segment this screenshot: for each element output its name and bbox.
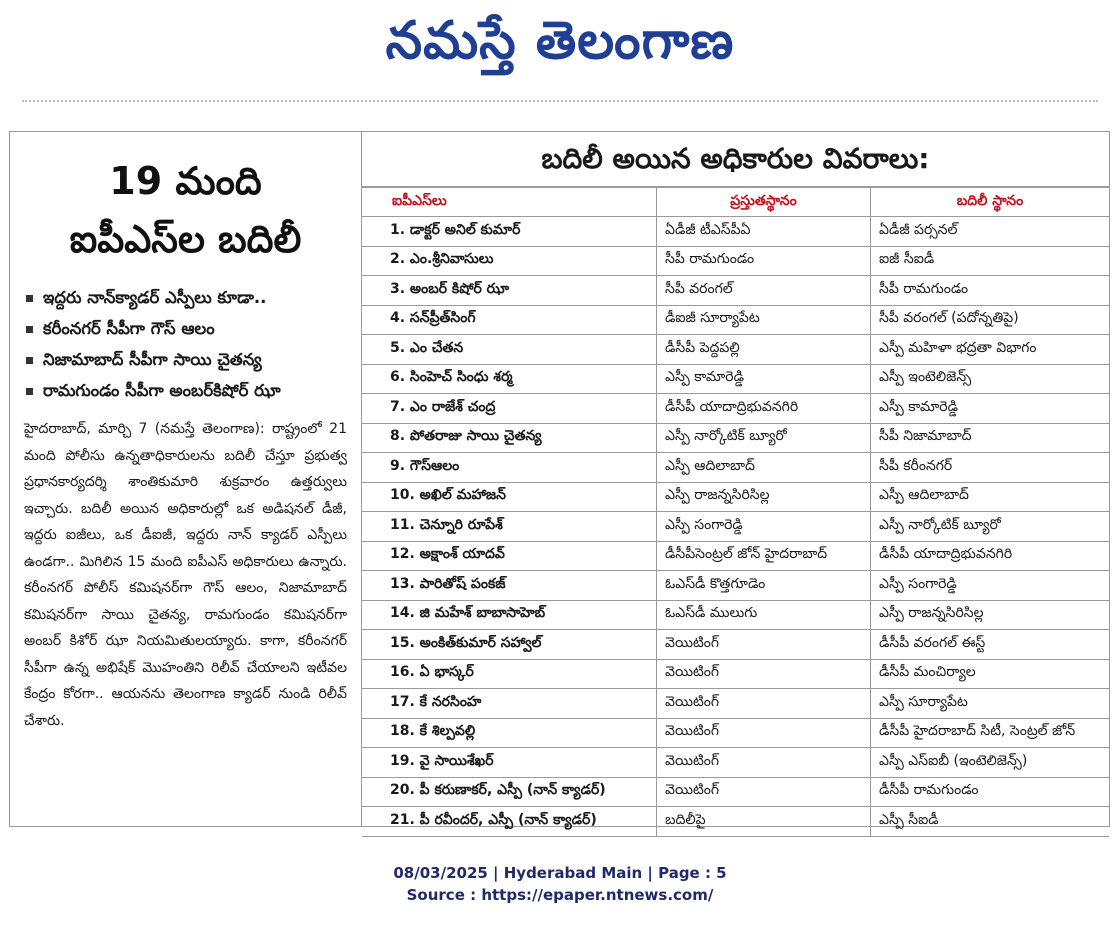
masthead [0, 6, 1120, 76]
table-row [362, 748, 1109, 778]
current-post-cell: ఓఎస్‌డీ కొత్తగూడెం [657, 571, 871, 601]
column-header-current-post: ప్రస్తుతస్థానం [657, 188, 871, 217]
current-post-cell: డీసీపీసెంట్రల్ జోన్ హైదరాబాద్ [657, 541, 871, 571]
table-row [362, 246, 1109, 276]
table-row [362, 453, 1109, 483]
current-post-cell: వెయిటింగ్ [657, 659, 871, 689]
highlight-item: రామగుండం సీపీగా అంబర్‌కిషోర్ ఝా [26, 375, 361, 406]
officer-cell: 5. ఎం చేతన [362, 335, 657, 365]
current-post-cell: బదిలీపై [657, 807, 871, 837]
footer-date-edition: 08/03/2025 | Hyderabad Main | Page : 5 [393, 864, 727, 882]
footer-source: Source : https://epaper.ntnews.com/ [406, 886, 714, 904]
officer-cell: 15. అంకిత్‌కుమార్ సహ్వాల్ [362, 630, 657, 660]
highlights-list [26, 282, 361, 406]
new-post-cell: ఎస్పీ సూర్యాపేట [871, 689, 1110, 719]
table-row [362, 571, 1109, 601]
column-header-new-post: బదిలీ స్థానం [871, 188, 1110, 217]
table-row [362, 689, 1109, 719]
headline [10, 152, 361, 268]
highlight-item: ఇద్దరు నాన్‌క్యాడర్ ఎస్పీలు కూడా.. [26, 282, 361, 313]
headline-line-1: 19 మంది [109, 159, 262, 203]
officer-cell: 7. ఎం రాజేశ్ చంద్ర [362, 394, 657, 424]
new-post-cell: డీసీపీ మంచిర్యాల [871, 659, 1110, 689]
officer-cell: 18. కే శిల్పవల్లి [362, 718, 657, 748]
table-header-row [362, 188, 1109, 217]
current-post-cell: వెయిటింగ్ [657, 777, 871, 807]
officer-cell: 2. ఎం.శ్రీనివాసులు [362, 246, 657, 276]
highlight-item: కరీంనగర్ సీపీగా గౌస్ ఆలం [26, 313, 361, 344]
officer-cell: 4. సన్‌ప్రీత్‌సింగ్ [362, 305, 657, 335]
current-post-cell: ఎస్పీ కామారెడ్డి [657, 364, 871, 394]
table-row [362, 630, 1109, 660]
new-post-cell: ఎస్పీ సంగారెడ్డి [871, 571, 1110, 601]
table-row [362, 718, 1109, 748]
transfers-table-panel [362, 132, 1109, 826]
officer-cell: 12. అక్షాంశ్ యాదవ్ [362, 541, 657, 571]
table-row [362, 276, 1109, 306]
table-row [362, 541, 1109, 571]
table-row [362, 482, 1109, 512]
masthead-divider [22, 100, 1098, 102]
current-post-cell: వెయిటింగ్ [657, 630, 871, 660]
new-post-cell: ఎస్పీ మహిళా భద్రతా విభాగం [871, 335, 1110, 365]
current-post-cell: సీపీ రామగుండం [657, 246, 871, 276]
bullet-icon [26, 326, 33, 333]
column-header-officer: ఐపీఎస్‌లు [362, 188, 657, 217]
new-post-cell: ఐజీ సీఐడీ [871, 246, 1110, 276]
officer-cell: 20. పీ కరుణాకర్, ఎస్పీ (నాన్ క్యాడర్) [362, 777, 657, 807]
new-post-cell: ఎస్పీ రాజన్నసిరిసిల్ల [871, 600, 1110, 630]
table-row [362, 335, 1109, 365]
table-row [362, 305, 1109, 335]
officer-cell: 6. సింహెచ్ సింధు శర్మ [362, 364, 657, 394]
bullet-icon [26, 357, 33, 364]
new-post-cell: డీసీపీ హైదరాబాద్ సిటీ, సెంట్రల్ జోన్ [871, 718, 1110, 748]
current-post-cell: సీపీ వరంగల్ [657, 276, 871, 306]
officer-cell: 1. డాక్టర్ అనిల్ కుమార్ [362, 217, 657, 247]
new-post-cell: ఎస్పీ నార్కోటిక్ బ్యూరో [871, 512, 1110, 542]
highlight-item: నిజామాబాద్ సీపీగా సాయి చైతన్య [26, 344, 361, 375]
headline-line-2: ఐపీఎస్‌ల బదిలీ [69, 217, 302, 261]
officer-cell: 10. అఖిల్ మహాజన్ [362, 482, 657, 512]
officer-cell: 14. జి మహేశ్ బాబాసాహెబ్ [362, 600, 657, 630]
current-post-cell: వెయిటింగ్ [657, 718, 871, 748]
table-row [362, 777, 1109, 807]
current-post-cell: ఎస్పీ నార్కోటిక్ బ్యూరో [657, 423, 871, 453]
table-title: బదిలీ అయిన అధికారుల వివరాలు: [362, 132, 1109, 187]
table-row [362, 807, 1109, 837]
new-post-cell: సీపీ నిజామాబాద్ [871, 423, 1110, 453]
bullet-icon [26, 295, 33, 302]
table-row [362, 600, 1109, 630]
officer-cell: 8. పోతరాజు సాయి చైతన్య [362, 423, 657, 453]
new-post-cell: ఎస్పీ ఆదిలాబాద్ [871, 482, 1110, 512]
new-post-cell: సీపీ వరంగల్ (పదోన్నతిపై) [871, 305, 1110, 335]
current-post-cell: ఓఎస్‌డీ ములుగు [657, 600, 871, 630]
current-post-cell: ఎస్పీ రాజన్నసిరిసిల్ల [657, 482, 871, 512]
story-body: హైదరాబాద్, మార్చి 7 (నమస్తే తెలంగాణ): రాష్ట్రంలో 21 మంది పోలీసు ఉన్నతాధికారులను బదిలీ చేస్తూ ప్రభుత్వ ప్రధానకార్యదర్శి శాంతికుమారి శుక్రవారం ఉత్తర్వులు ఇచ్చారు. బదిలీ అయిన అధికారుల్లో ఒక అడిషనల్ డీజీ, ఇద్దరు ఐజీలు, ఒక డీఐజీ, ఇద్దరు నాన్ క్యాడర్ ఎస్పీలు ఉండగా.. మిగిలిన 15 మంది ఐపీఎస్ అధికారులు ఉన్నారు. కరీంనగర్ పోలీస్ కమిషనర్‌గా గౌస్ ఆలం, నిజామాబాద్ కమిషనర్‌గా సాయి చైతన్య, రామగుండం కమిషనర్‌గా అంబర్ కిశోర్ ఝా నియమితులయ్యారు. కాగా, కరీంనగర్ సీపీగా ఉన్న అభిషేక్ మొహంతిని రిలీవ్ చేయాలని ఇటీవల కేంద్రం కోరగా.. ఆయనను తెలంగాణ క్యాడర్ నుండి రిలీవ్ చేశారు. [24, 421, 347, 729]
officer-cell: 19. వై సాయిశేఖర్ [362, 748, 657, 778]
officer-cell: 11. చెన్నూరి రూపేశ్ [362, 512, 657, 542]
table-row [362, 217, 1109, 247]
table-row [362, 659, 1109, 689]
transfers-table [362, 187, 1109, 837]
officer-cell: 13. పారితోష్ పంకజ్ [362, 571, 657, 601]
current-post-cell: వెయిటింగ్ [657, 748, 871, 778]
officer-cell: 16. ఏ భాస్కర్ [362, 659, 657, 689]
current-post-cell: ఎస్పీ ఆదిలాబాద్ [657, 453, 871, 483]
table-row [362, 423, 1109, 453]
new-post-cell: ఎస్పీ సీఐడీ [871, 807, 1110, 837]
table-row [362, 512, 1109, 542]
table-row [362, 364, 1109, 394]
new-post-cell: డీసీపీ రామగుండం [871, 777, 1110, 807]
current-post-cell: డీసీపీ పెద్దపల్లి [657, 335, 871, 365]
new-post-cell: డీసీపీ యాదాద్రిభువనగిరి [871, 541, 1110, 571]
article-column [10, 132, 362, 826]
officer-cell: 9. గౌస్‌ఆలం [362, 453, 657, 483]
current-post-cell: వెయిటింగ్ [657, 689, 871, 719]
new-post-cell: సీపీ రామగుండం [871, 276, 1110, 306]
current-post-cell: ఏడీజీ టీఎస్‌పీఏ [657, 217, 871, 247]
bullet-icon [26, 388, 33, 395]
officer-cell: 21. పీ రవీందర్, ఎస్పీ (నాన్ క్యాడర్) [362, 807, 657, 837]
current-post-cell: ఎస్పీ సంగారెడ్డి [657, 512, 871, 542]
officer-cell: 17. కే నరసింహ [362, 689, 657, 719]
footer [0, 862, 1120, 906]
new-post-cell: ఎస్పీ ఎస్ఐబీ (ఇంటెలిజెన్స్) [871, 748, 1110, 778]
current-post-cell: డీసీపీ యాదాద్రిభువనగిరి [657, 394, 871, 424]
new-post-cell: సీపీ కరీంనగర్ [871, 453, 1110, 483]
new-post-cell: ఎస్పీ కామారెడ్డి [871, 394, 1110, 424]
new-post-cell: డీసీపీ వరంగల్ ఈస్ట్ [871, 630, 1110, 660]
officer-cell: 3. అంబర్ కిషోర్ ఝా [362, 276, 657, 306]
table-row [362, 394, 1109, 424]
article-frame [9, 131, 1110, 827]
newspaper-logo: నమస్తే తెలంగాణ [385, 11, 735, 71]
new-post-cell: ఏడీజీ పర్సనల్ [871, 217, 1110, 247]
new-post-cell: ఎస్పీ ఇంటెలిజెన్స్ [871, 364, 1110, 394]
current-post-cell: డీఐజీ సూర్యాపేట [657, 305, 871, 335]
